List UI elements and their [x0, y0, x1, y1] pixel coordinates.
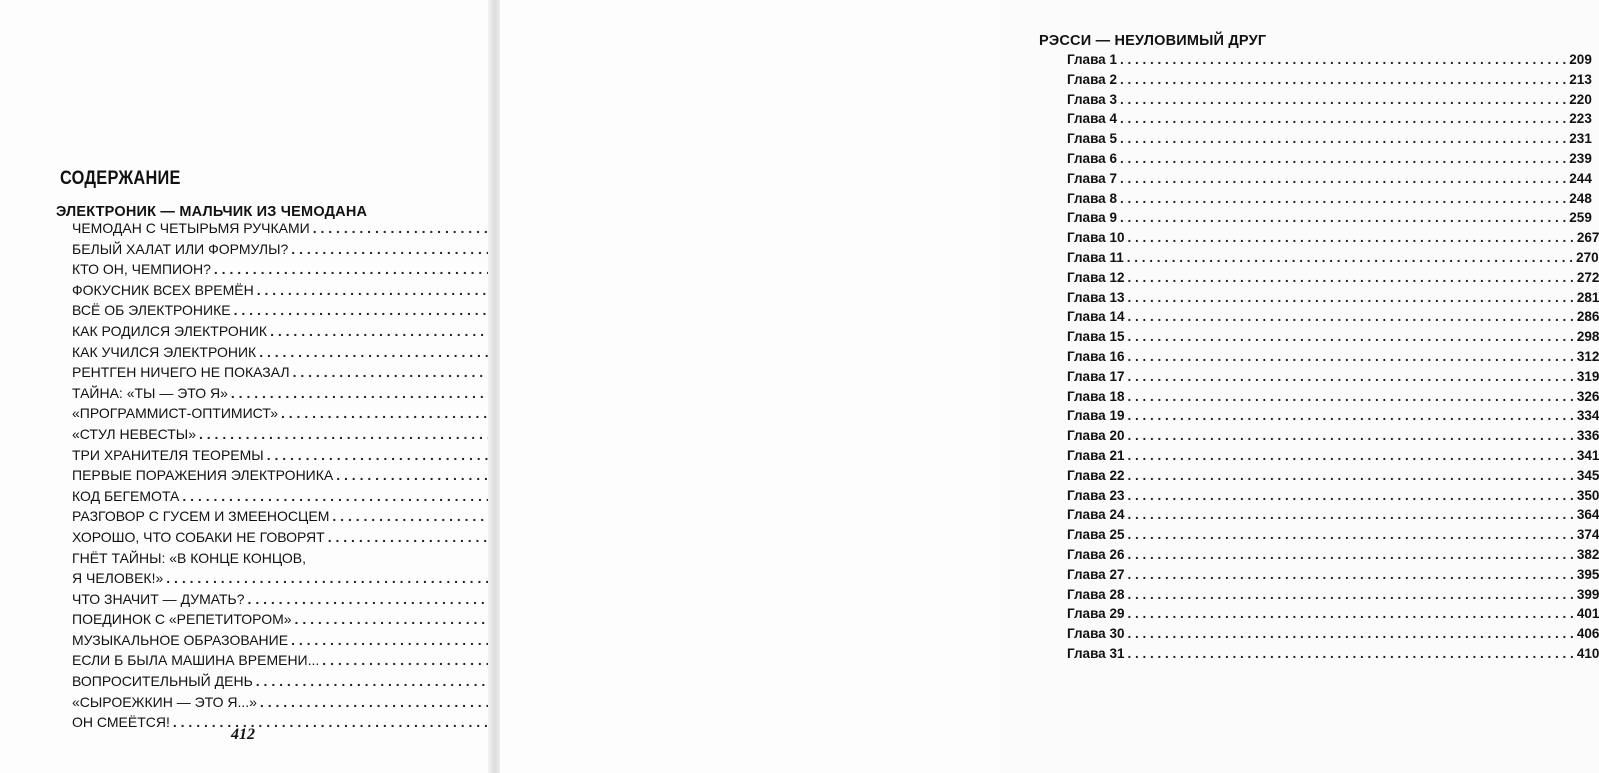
toc-list-electronic [72, 218, 436, 733]
toc-entry-title: Глава 25 [1067, 527, 1125, 543]
toc-entry-page: 239 [1569, 150, 1592, 166]
toc-entry-title: Глава 20 [1067, 428, 1125, 444]
toc-entry-title: Глава 3 [1067, 91, 1117, 107]
toc-entry-title: ГНЁТ ТАЙНЫ: «В КОНЦЕ КОНЦОВ, [72, 549, 307, 566]
dot-leader [1127, 426, 1573, 446]
toc-entry-page: 259 [1569, 210, 1592, 226]
toc-entry [72, 527, 436, 548]
dot-leader [1120, 50, 1566, 70]
toc-entry [1067, 90, 1592, 110]
toc-entry [1067, 466, 1599, 486]
toc-entry-title: Глава 22 [1067, 467, 1125, 483]
dot-leader [1127, 545, 1573, 565]
toc-entry [72, 609, 436, 630]
toc-entry [1067, 565, 1599, 585]
toc-entry [72, 218, 436, 239]
toc-entry-title: Глава 8 [1067, 190, 1117, 206]
toc-entry-title: «ПРОГРАММИСТ-ОПТИМИСТ» [72, 405, 278, 422]
toc-entry [1067, 189, 1592, 209]
toc-entry-title: ВОПРОСИТЕЛЬНЫЙ ДЕНЬ [72, 673, 253, 690]
toc-entry [72, 403, 436, 424]
toc-entry [72, 548, 436, 569]
toc-entry-title: ЧТО ЗНАЧИТ — ДУМАТЬ? [72, 590, 245, 607]
toc-entry-title: Глава 13 [1067, 289, 1125, 305]
dot-leader [1120, 70, 1566, 90]
toc-entry-page: 382 [1576, 546, 1599, 562]
toc-entry-page: 410 [1576, 645, 1599, 661]
toc-entry [1067, 525, 1599, 545]
toc-entry [72, 362, 436, 383]
toc-entry [72, 300, 436, 321]
toc-entry-page: 395 [1576, 566, 1599, 582]
toc-entry [1067, 169, 1592, 189]
toc-entry [72, 465, 436, 486]
toc-entry-page: 267 [1576, 230, 1599, 246]
toc-entry-title: Глава 26 [1067, 546, 1125, 562]
toc-entry-title: Глава 29 [1067, 606, 1125, 622]
toc-entry [1067, 585, 1599, 605]
toc-entry [1067, 307, 1599, 327]
dot-leader [1127, 604, 1573, 624]
toc-entry [1067, 644, 1599, 664]
toc-entry-title: Глава 31 [1067, 645, 1125, 661]
toc-entry [1067, 624, 1599, 644]
toc-entry-title: Глава 11 [1067, 249, 1124, 265]
toc-entry [72, 671, 436, 692]
toc-entry-title: ПЕРВЫЕ ПОРАЖЕНИЯ ЭЛЕКТРОНИКА [72, 467, 334, 484]
toc-entry [1067, 347, 1599, 367]
toc-entry-title: Глава 9 [1067, 210, 1117, 226]
page-number: 412 [231, 726, 255, 743]
dot-leader [1127, 347, 1573, 367]
toc-entry-title: Глава 23 [1067, 487, 1125, 503]
toc-entry-title: ОН СМЕЁТСЯ! [72, 714, 170, 731]
dot-leader [1120, 109, 1566, 129]
toc-entry-title: ЕСЛИ Б БЫЛА МАШИНА ВРЕМЕНИ... [72, 652, 320, 669]
toc-entry [72, 239, 436, 260]
toc-entry-page: 345 [1576, 467, 1599, 483]
toc-entry-title: Глава 4 [1067, 111, 1117, 127]
dot-leader [1127, 387, 1573, 407]
dot-leader [1127, 406, 1573, 426]
section-title-electronic: ЭЛЕКТРОНИК — МАЛЬЧИК ИЗ ЧЕМОДАНА [56, 204, 368, 220]
toc-entry [1067, 604, 1599, 624]
dot-leader [1127, 624, 1573, 644]
dot-leader [1120, 189, 1566, 209]
toc-entry [1067, 367, 1599, 387]
dot-leader [1127, 466, 1573, 486]
toc-entry-page: 350 [1576, 487, 1599, 503]
right-page [500, 0, 1599, 773]
toc-entry-title: Глава 1 [1067, 52, 1117, 67]
toc-entry [1067, 149, 1592, 169]
left-page [0, 0, 494, 773]
toc-entry-title: Глава 14 [1067, 309, 1125, 325]
dot-leader [1127, 288, 1573, 308]
toc-entry-page: 223 [1569, 111, 1592, 127]
toc-entry [72, 424, 436, 445]
toc-entry-page: 281 [1576, 289, 1599, 305]
toc-entry-page: 220 [1569, 91, 1592, 107]
toc-entry-title: Глава 19 [1067, 408, 1125, 424]
toc-entry-page: 244 [1569, 170, 1592, 186]
toc-entry-title: Глава 30 [1067, 626, 1125, 642]
toc-entry-title: Глава 28 [1067, 586, 1125, 602]
toc-entry-title: РАЗГОВОР С ГУСЕМ И ЗМЕЕНОСЦЕМ [72, 508, 330, 525]
toc-entry-title: РЕНТГЕН НИЧЕГО НЕ ПОКАЗАЛ [72, 364, 290, 381]
toc-entry-title: ВСЁ ОБ ЭЛЕКТРОНИКЕ [72, 302, 231, 319]
toc-entry-title: Глава 16 [1067, 348, 1125, 364]
toc-entry [72, 342, 436, 363]
section-title-ressi: РЭССИ — НЕУЛОВИМЫЙ ДРУГ [1039, 33, 1267, 49]
toc-entry [1067, 268, 1599, 288]
toc-entry-page: 272 [1576, 269, 1599, 285]
toc-entry-title: КОД БЕГЕМОТА [72, 487, 180, 504]
toc-entry-title: Глава 5 [1067, 131, 1117, 147]
toc-entry [72, 486, 436, 507]
toc-list-ressi [1067, 50, 1599, 664]
toc-entry-title: КАК РОДИЛСЯ ЭЛЕКТРОНИК [72, 322, 268, 339]
toc-entry-title: ТРИ ХРАНИТЕЛЯ ТЕОРЕМЫ [72, 446, 264, 463]
toc-entry [72, 321, 436, 342]
dot-leader [1120, 90, 1566, 110]
toc-entry-title: Глава 12 [1067, 269, 1125, 285]
toc-entry [72, 383, 436, 404]
toc-entry [1067, 50, 1592, 70]
toc-entry-title: Глава 17 [1067, 368, 1125, 384]
toc-entry-title: «СТУЛ НЕВЕСТЫ» [72, 425, 196, 442]
toc-entry [72, 589, 436, 610]
toc-entry [1067, 446, 1599, 466]
dot-leader [1120, 208, 1566, 228]
toc-entry-title: Я ЧЕЛОВЕК!» [72, 570, 164, 587]
toc-entry-title: ХОРОШО, ЧТО СОБАКИ НЕ ГОВОРЯТ [72, 528, 325, 545]
toc-entry-title: Глава 24 [1067, 507, 1125, 523]
toc-entry-page: 298 [1576, 329, 1599, 345]
toc-entry [1067, 228, 1599, 248]
dot-leader [1120, 149, 1566, 169]
toc-entry-page: 312 [1576, 348, 1599, 364]
toc-entry [1067, 387, 1599, 407]
toc-entry [1067, 327, 1599, 347]
dot-leader [1127, 268, 1573, 288]
toc-entry [1067, 70, 1592, 90]
toc-entry-page: 270 [1576, 249, 1599, 265]
toc-entry [72, 568, 436, 589]
toc-entry-title: ФОКУСНИК ВСЕХ ВРЕМЁН [72, 281, 254, 298]
dot-leader [1120, 129, 1566, 149]
dot-leader [1127, 644, 1573, 664]
toc-entry-page: 248 [1569, 190, 1592, 206]
toc-entry-page: 286 [1576, 309, 1599, 325]
toc-entry-title: «СЫРОЕЖКИН — ЭТО Я...» [72, 693, 257, 710]
dot-leader [1127, 248, 1573, 268]
toc-entry [1067, 208, 1592, 228]
toc-entry-page: 406 [1576, 626, 1599, 642]
toc-entry-title: ПОЕДИНОК С «РЕПЕТИТОРОМ» [72, 611, 292, 628]
toc-entry-title: КТО ОН, ЧЕМПИОН? [72, 261, 211, 278]
dot-leader [1127, 367, 1573, 387]
toc-entry-title: МУЗЫКАЛЬНОЕ ОБРАЗОВАНИЕ [72, 631, 289, 648]
toc-entry-page: 341 [1576, 447, 1599, 463]
dot-leader [1127, 307, 1573, 327]
toc-entry-page: 334 [1576, 408, 1599, 424]
toc-entry-title: Глава 21 [1067, 447, 1125, 463]
toc-entry [72, 280, 436, 301]
dot-leader [1127, 505, 1573, 525]
toc-entry [1067, 248, 1599, 268]
toc-entry-title: Глава 15 [1067, 329, 1125, 345]
toc-entry [1067, 288, 1599, 308]
toc-entry [72, 650, 436, 671]
toc-entry-page: 319 [1576, 368, 1599, 384]
toc-entry-title: Глава 6 [1067, 150, 1117, 166]
dot-leader [1127, 327, 1573, 347]
toc-entry [72, 692, 436, 713]
toc-entry [1067, 545, 1599, 565]
toc-entry-page: 374 [1576, 527, 1599, 543]
toc-entry-page: 399 [1576, 586, 1599, 602]
dot-leader [1127, 525, 1573, 545]
toc-entry-title: КАК УЧИЛСЯ ЭЛЕКТРОНИК [72, 343, 257, 360]
contents-heading: СОДЕРЖАНИЕ [60, 168, 181, 189]
toc-entry [72, 445, 436, 466]
toc-entry [72, 630, 436, 651]
toc-entry-page: 364 [1576, 507, 1599, 523]
toc-entry-page: 336 [1576, 428, 1599, 444]
toc-entry-page: 401 [1576, 606, 1599, 622]
dot-leader [1120, 169, 1566, 189]
toc-entry-page: 209 [1569, 52, 1592, 67]
toc-entry-title: Глава 10 [1067, 230, 1125, 246]
toc-entry [1067, 505, 1599, 525]
toc-entry [1067, 129, 1592, 149]
dot-leader [1127, 565, 1573, 585]
toc-entry-title: Глава 2 [1067, 71, 1117, 87]
toc-entry [72, 259, 436, 280]
toc-entry-title: БЕЛЫЙ ХАЛАТ ИЛИ ФОРМУЛЫ? [72, 240, 289, 257]
dot-leader [1127, 486, 1573, 506]
toc-entry [1067, 486, 1599, 506]
toc-entry [1067, 426, 1599, 446]
toc-entry [72, 506, 436, 527]
toc-entry-title: ТАЙНА: «ТЫ — ЭТО Я» [72, 384, 228, 401]
toc-entry-title: Глава 27 [1067, 566, 1125, 582]
toc-entry [1067, 406, 1599, 426]
toc-entry-title: Глава 18 [1067, 388, 1125, 404]
dot-leader [1127, 585, 1573, 605]
toc-entry [1067, 109, 1592, 129]
toc-entry-page: 326 [1576, 388, 1599, 404]
toc-entry-page: 231 [1569, 131, 1592, 147]
dot-leader [1127, 228, 1573, 248]
toc-entry-title: ЧЕМОДАН С ЧЕТЫРЬМЯ РУЧКАМИ [72, 220, 310, 236]
toc-entry-title: Глава 7 [1067, 170, 1117, 186]
toc-entry-page: 213 [1569, 71, 1592, 87]
dot-leader [1127, 446, 1573, 466]
